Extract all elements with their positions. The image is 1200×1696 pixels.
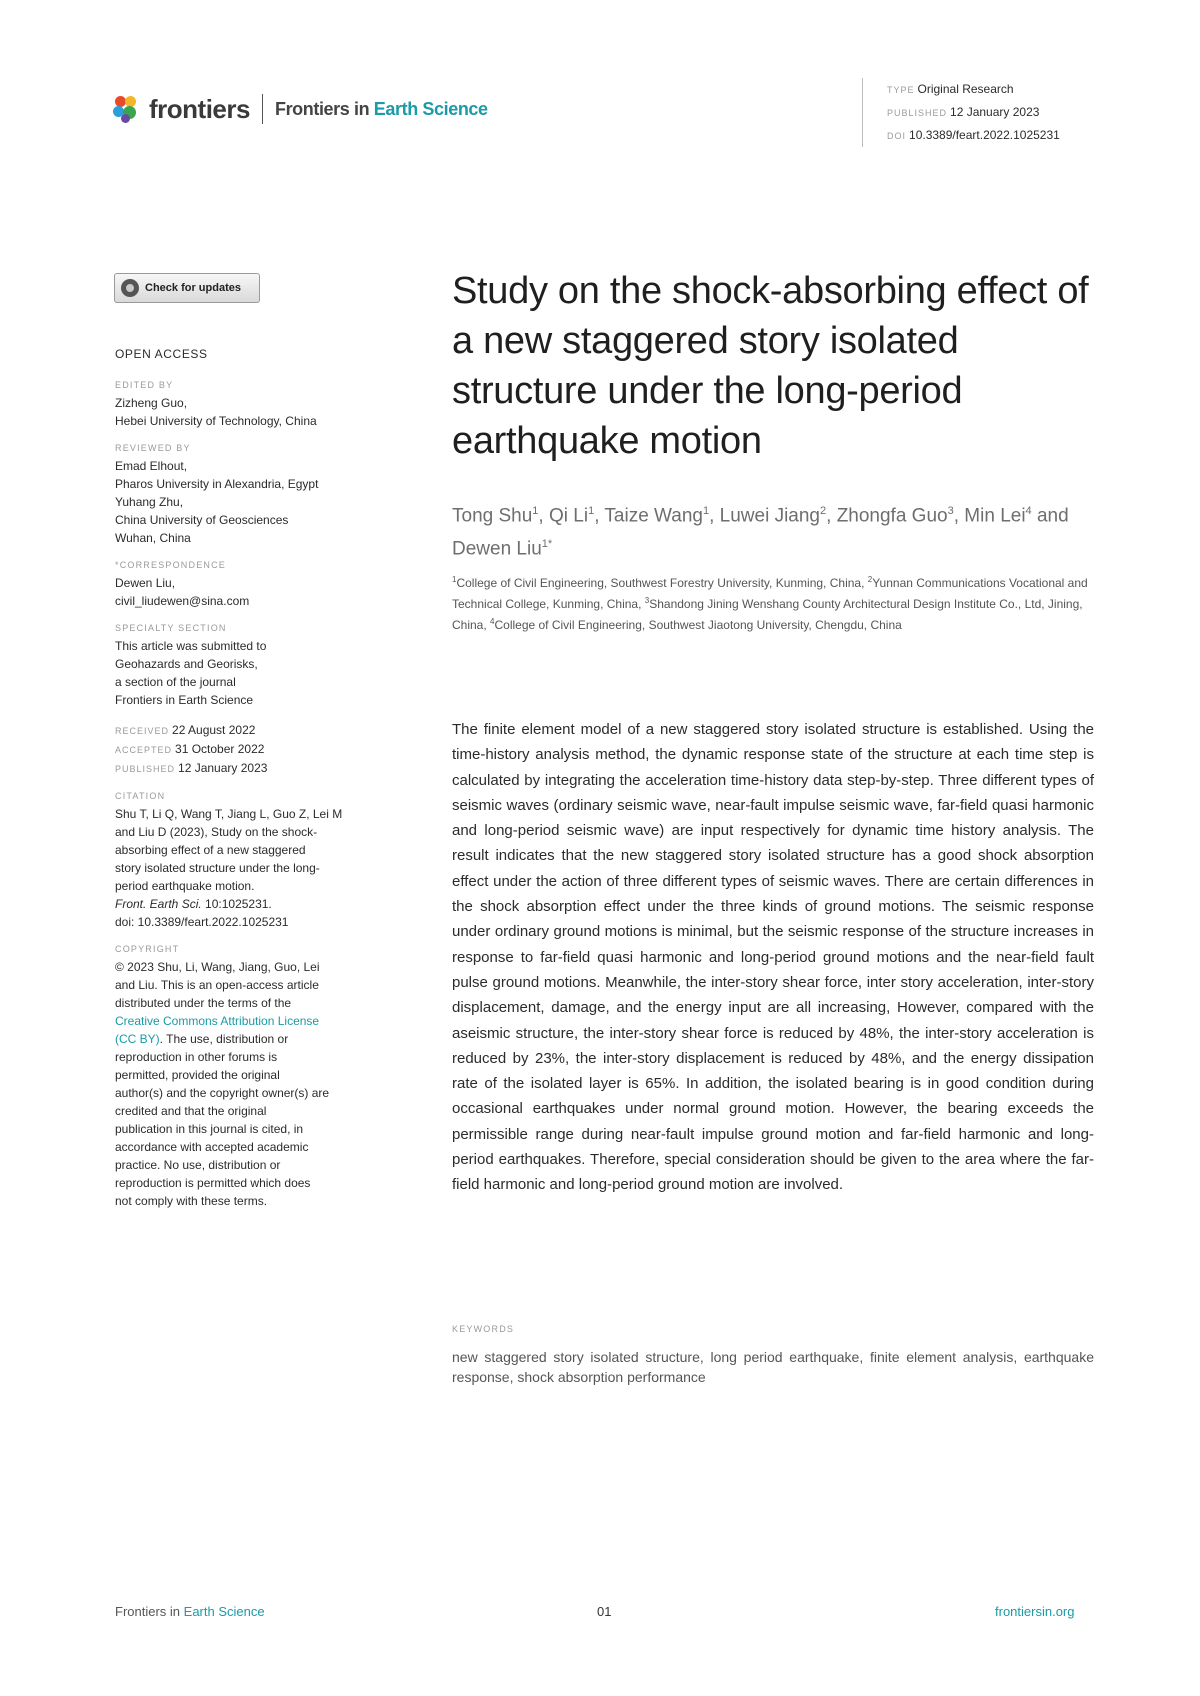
copyright-line: author(s) and the copyright owner(s) are — [115, 1086, 330, 1100]
copyright-line: distributed under the terms of the — [115, 996, 292, 1010]
footer-journal-accent: Earth Science — [183, 1604, 265, 1619]
affiliation-text: College of Civil Engineering, Southwest Jiaotong University, Chengdu, China — [494, 618, 902, 632]
meta-doi[interactable] — [887, 124, 1060, 147]
copyright-line: practice. No use, distribution or — [115, 1158, 281, 1172]
affiliation-sup: 3 — [644, 596, 650, 605]
edited-by-section — [115, 379, 365, 430]
copyright-line: and Liu. This is an open-access article — [115, 978, 319, 992]
citation-volume: 10:1025231. — [201, 897, 272, 911]
copyright-line — [115, 1030, 365, 1048]
citation-line: period earthquake motion. — [115, 879, 255, 893]
page-number: 01 — [597, 1604, 612, 1619]
brand-name: frontiers — [149, 93, 250, 124]
meta-published — [887, 101, 1060, 124]
author-affiliation-sup: 1* — [541, 538, 553, 551]
keywords-label: KEYWORDS — [452, 1324, 515, 1334]
citation-line: story isolated structure under the long- — [115, 861, 320, 875]
dates-section — [115, 721, 365, 778]
meta-value[interactable]: 10.3389/feart.2022.1025231 — [909, 128, 1060, 142]
copyright-line: reproduction in other forums is — [115, 1050, 278, 1064]
reviewer-line: Emad Elhout, — [115, 459, 188, 473]
journal-name-accent: Earth Science — [373, 98, 488, 119]
affiliation-text: College of Civil Engineering, Southwest Forestry University, Kunming, China, — [456, 576, 868, 590]
date-label: PUBLISHED — [115, 764, 176, 774]
date-label: ACCEPTED — [115, 745, 173, 755]
specialty-section — [115, 622, 365, 709]
check-updates-label: Check for updates — [145, 282, 241, 294]
correspondence-section — [115, 559, 365, 610]
author-name[interactable]: Luwei Jiang — [719, 505, 820, 527]
date-published — [115, 759, 365, 778]
citation-line: and Liu D (2023), Study on the shock- — [115, 825, 318, 839]
date-value: 22 August 2022 — [172, 723, 256, 737]
reviewed-by-section — [115, 442, 365, 547]
affiliation-text: Yunnan Communications Vocational and Technical College, Kunming, China, — [452, 576, 1088, 611]
author-affiliation-sup: 1 — [588, 505, 595, 517]
meta-label: PUBLISHED — [887, 108, 948, 118]
author-name[interactable]: Qi Li — [548, 505, 589, 527]
copyright-after-link: . The use, distribution or — [159, 1032, 289, 1046]
date-label: RECEIVED — [115, 726, 170, 736]
footer-site-link[interactable]: frontiersin.org — [995, 1604, 1075, 1619]
section-label: SPECIALTY SECTION — [115, 623, 227, 633]
correspondence-name: Dewen Liu, — [115, 576, 176, 590]
section-label: EDITED BY — [115, 380, 174, 390]
date-value: 12 January 2023 — [178, 761, 268, 775]
meta-type — [887, 78, 1060, 101]
author-list: Tong Shu$^1$, Qi Li$^1$, Taize Wang$^1$, Luwei Jiang$^2$, Zhongfa Guo$^3$, Min Lei$^4$ and Dewen Liu$^{1*}$ — [452, 505, 1069, 560]
author-affiliation-sup: 1 — [532, 505, 539, 517]
reviewer-line: Yuhang Zhu, — [115, 495, 184, 509]
author-name[interactable]: Min Lei — [964, 505, 1026, 527]
specialty-line: Frontiers in Earth Science — [115, 693, 254, 707]
correspondence-email[interactable]: civil_liudewen@sina.com — [115, 594, 250, 608]
frontiers-logo-icon — [113, 94, 143, 124]
license-link-short[interactable]: (CC BY) — [115, 1032, 160, 1046]
check-for-updates-button[interactable] — [114, 273, 260, 303]
journal-name-prefix: Frontiers in — [274, 98, 370, 119]
meta-label: TYPE — [887, 85, 915, 95]
meta-value: 12 January 2023 — [950, 105, 1040, 119]
logo-divider — [262, 94, 263, 124]
affiliation-sup: 2 — [867, 575, 873, 584]
footer-journal — [115, 1604, 265, 1619]
affiliations — [452, 571, 1102, 634]
author-affiliation-sup: 1 — [702, 505, 710, 517]
date-received — [115, 721, 365, 740]
abstract-text: The finite element model of a new staggered story isolated structure is established. Using the time-history analysis method, the dynamic response state of the structure at each time step is calculated by integrating the acceleration time-history data step-by-step. Three different types of seismic waves (ordinary seismic wave, near-fault impulse seismic wave, far-field quasi harmonic and long-period seismic wave) are input respectively for dynamic time history analysis. The result indicates that the new staggered story isolated structure has a good shock absorption effect under the action of three different types of seismic waves. There are certain differences in the shock absorption effect under the three kinds of ground motions. The seismic response under ordinary ground motions is minimal, but the seismic response of the structure increases in response to far-field quasi harmonic and long-period ground motions and the near-field fault pulse ground motions. Meanwhile, the inter-story shear force, inter story acceleration, inter-story displacement, damage, and the energy input are all increasing, However, compared with the aseismic structure, the inter-story shear force is reduced by 48%, the inter-story acceleration is reduced by 23%, the inter-story displacement is reduced by 48%, and the energy dissipation rate of the isolated layer is 65%. In addition, the isolated bearing is in good condition during occasional earthquakes under normal ground motion. However, the bearing exceeds the permissible range during near-fault impulse ground motion and far-field harmonic and long-period earthquakes. Therefore, special consideration should be given to the area where the far-field harmonic and long-period ground motion are involved. — [452, 721, 1094, 1194]
footer-journal-prefix: Frontiers in — [115, 1604, 181, 1619]
section-label: REVIEWED BY — [115, 443, 191, 453]
citation-journal-line — [115, 895, 365, 913]
copyright-section — [115, 943, 365, 1210]
editor-line: Hebei University of Technology, China — [115, 414, 317, 428]
citation-journal: Front. Earth Sci. — [115, 897, 202, 911]
copyright-line: credited and that the original — [115, 1104, 267, 1118]
editor-line: Zizheng Guo, — [115, 396, 188, 410]
author-name[interactable]: Zhongfa Guo — [836, 505, 948, 527]
meta-value: Original Research — [917, 82, 1014, 96]
citation-section — [115, 790, 365, 931]
author-name[interactable]: Tong Shu — [452, 505, 533, 527]
author-affiliation-sup: 3 — [947, 505, 954, 517]
reviewer-line: Pharos University in Alexandria, Egypt — [115, 477, 319, 491]
copyright-line: reproduction is permitted which does — [115, 1176, 311, 1190]
author-name[interactable]: Dewen Liu — [452, 538, 542, 560]
specialty-line: a section of the journal — [115, 675, 236, 689]
copyright-line: permitted, provided the original — [115, 1068, 280, 1082]
copyright-line: publication in this journal is cited, in — [115, 1122, 304, 1136]
date-value: 31 October 2022 — [175, 742, 265, 756]
affiliation-sup: 1 — [452, 575, 457, 584]
journal-name — [275, 99, 488, 120]
citation-line: Shu T, Li Q, Wang T, Jiang L, Guo Z, Lei M — [115, 807, 343, 821]
copyright-line: © 2023 Shu, Li, Wang, Jiang, Guo, Lei — [115, 960, 320, 974]
journal-logo[interactable] — [113, 92, 488, 126]
affiliation-text: Shandong Jining Wenshang County Architectural Design Institute Co., Ltd, Jining, China, — [452, 597, 1083, 632]
affiliation-sup: 4 — [490, 617, 495, 626]
author-affiliation-sup: 4 — [1025, 505, 1032, 517]
reviewer-line: China University of Geosciences — [115, 513, 289, 527]
article-meta — [862, 78, 1060, 147]
author-name[interactable]: Taize Wang — [604, 505, 703, 527]
crossmark-icon — [121, 279, 139, 297]
article-sidebar — [115, 345, 365, 1222]
citation-doi[interactable]: doi: 10.3389/feart.2022.1025231 — [115, 915, 289, 929]
specialty-line: Geohazards and Georisks, — [115, 657, 258, 671]
citation-line: absorbing effect of a new staggered — [115, 843, 306, 857]
section-label: CITATION — [115, 791, 166, 801]
open-access-label: OPEN ACCESS — [115, 347, 208, 361]
copyright-line: not comply with these terms. — [115, 1194, 268, 1208]
specialty-line: This article was submitted to — [115, 639, 267, 653]
reviewer-line: Wuhan, China — [115, 531, 191, 545]
article-title: Study on the shock-absorbing effect of a new staggered story isolated structure under the long-period earthquake motion — [452, 270, 1089, 462]
date-accepted — [115, 740, 365, 759]
license-link[interactable]: Creative Commons Attribution License — [115, 1014, 320, 1028]
keywords-text: new staggered story isolated structure, long period earthquake, finite element analysis, earthquake response, shock absorption performance — [452, 1349, 1094, 1385]
copyright-line: accordance with accepted academic — [115, 1140, 309, 1154]
meta-label: DOI — [887, 131, 907, 141]
section-label: COPYRIGHT — [115, 944, 180, 954]
author-affiliation-sup: 2 — [820, 505, 827, 517]
section-label: *CORRESPONDENCE — [115, 560, 227, 570]
